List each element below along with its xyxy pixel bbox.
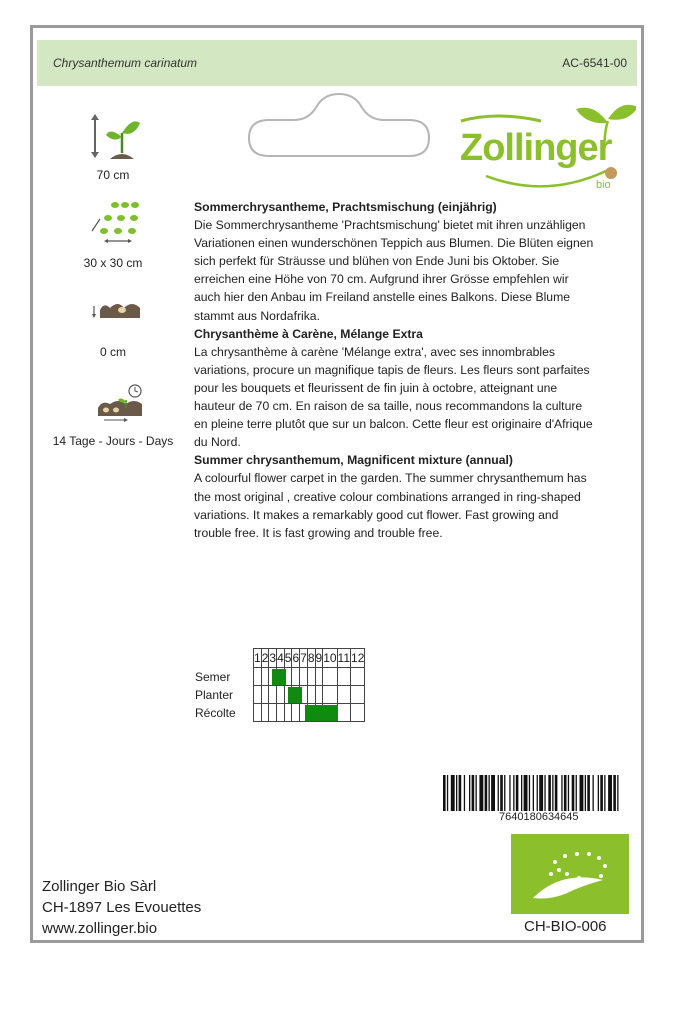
eu-organic-leaf-icon xyxy=(511,834,629,914)
barcode-stripe xyxy=(544,775,545,811)
barcode-stripe xyxy=(459,775,462,811)
description-title-de: Sommerchrysantheme, Prachtsmischung (einjährig) xyxy=(194,200,497,214)
barcode-stripe xyxy=(539,775,543,811)
barcode-stripe xyxy=(456,775,457,811)
barcode-stripe xyxy=(469,775,470,811)
calendar-row-labels xyxy=(195,668,236,722)
header-bar xyxy=(37,40,637,86)
sowing-depth-icon xyxy=(88,296,148,326)
plant-spacing-icon xyxy=(88,199,148,253)
zollinger-logo xyxy=(456,101,636,201)
row-label-semer: Semer xyxy=(195,670,231,684)
germination-label: 14 Tage - Jours - Days xyxy=(52,434,174,448)
barcode-stripe xyxy=(491,775,495,811)
barcode-stripe xyxy=(548,775,551,811)
barcode-stripe xyxy=(479,775,483,811)
barcode-icon xyxy=(441,773,621,813)
barcode-stripe xyxy=(485,775,488,811)
month-12: 12 xyxy=(351,649,365,668)
description-title-fr: Chrysanthème à Carène, Mélange Extra xyxy=(194,326,423,341)
barcode-stripe xyxy=(572,775,575,811)
barcode-stripe xyxy=(576,775,577,811)
barcode-stripe xyxy=(489,775,490,811)
month-5: 5 xyxy=(284,649,292,668)
calendar-month-row xyxy=(254,649,365,668)
month-6: 6 xyxy=(292,649,300,668)
barcode-stripe xyxy=(580,775,584,811)
barcode-stripe xyxy=(451,775,455,811)
barcode-stripe xyxy=(598,775,599,811)
barcode-stripe xyxy=(585,775,586,811)
month-11: 11 xyxy=(337,649,350,668)
barcode-stripe xyxy=(472,775,475,811)
barcode-stripe xyxy=(613,775,616,811)
barcode-stripe xyxy=(524,775,528,811)
species-name: Chrysanthemum carinatum xyxy=(53,56,198,70)
eu-organic-logo xyxy=(511,834,629,914)
calendar-bar-1 xyxy=(272,669,286,685)
barcode-stripe xyxy=(464,775,465,811)
company-address xyxy=(42,876,201,939)
calendar-bar-2 xyxy=(288,687,302,703)
barcode-stripe xyxy=(568,775,569,811)
barcode-stripe xyxy=(498,775,499,811)
barcode-stripe xyxy=(537,775,538,811)
calendar-row-semer xyxy=(254,668,365,686)
spacing-label: 30 x 30 cm xyxy=(83,256,143,270)
month-9: 9 xyxy=(315,649,323,668)
barcode-stripe xyxy=(600,775,603,811)
month-4: 4 xyxy=(277,649,285,668)
barcode-stripe xyxy=(476,775,477,811)
barcode-stripe xyxy=(447,775,448,811)
barcode-stripe xyxy=(504,775,505,811)
month-7: 7 xyxy=(300,649,308,668)
barcode-stripe xyxy=(555,775,558,811)
barcode-stripe xyxy=(529,775,530,811)
description-body-de: Die Sommerchrysantheme 'Prachtsmischung' bietet mit ihren unzähligen Variationen einen wunderschönen Teppich aus Blumen. Die Blüten eignen sich perfekt für Sträusse und blühen von Ende Juni bis Oktober. Sie erreichen eine Höhe von 70 cm. Aufgrund ihrer Grösse empfehlen wir auch hier den Anbau im Freiland anstelle eines Balkons. Diese Blume stammt aus Nordafrika. xyxy=(194,218,594,323)
germination-time-icon xyxy=(88,382,148,422)
row-label-recolte: Récolte xyxy=(195,706,236,720)
month-1: 1 xyxy=(254,649,262,668)
company-name: Zollinger Bio Sàrl xyxy=(42,878,157,895)
calendar-bar-3 xyxy=(305,705,337,721)
description-body-en: A colourful flower carpet in the garden. The summer chrysanthemum has the most original , creative colour combinations arranged in ring-shaped variations. It makes a remarkably good cut flower. Fast growing and trouble free. It is fast growing and trouble free. xyxy=(194,471,587,540)
barcode-stripe xyxy=(513,775,514,811)
description-body-fr: La chrysanthème à carène 'Mélange extra', avec ses innombrables variations, procure un magnifique tapis de fleurs. Les fleurs sont parfaites pour les bouquets et fleurissent de fin juin à octobre, atteignant une hauteur de 70 cm. En raison de sa taille, nous recommandons la culture en pleine terre plutôt que sur un balcon. Cette fleur est originaire d'Afrique du Nord. xyxy=(194,344,593,450)
barcode-stripe xyxy=(564,775,567,811)
barcode-stripe xyxy=(516,775,519,811)
barcode-stripe xyxy=(509,775,510,811)
month-2: 2 xyxy=(261,649,269,668)
month-10: 10 xyxy=(323,649,337,668)
height-label: 70 cm xyxy=(96,168,130,182)
calendar-row-planter xyxy=(254,686,365,704)
logo-brand: Zollinger xyxy=(460,127,612,169)
row-label-planter: Planter xyxy=(195,688,234,702)
description-title-en: Summer chrysanthemum, Magnificent mixture (annual) xyxy=(194,453,513,468)
company-location: CH-1897 Les Evouettes xyxy=(42,899,202,916)
barcode-stripe xyxy=(443,775,446,811)
seed-packet-back xyxy=(30,25,644,943)
logo-sub: bio xyxy=(596,179,611,191)
barcode-stripe xyxy=(561,775,562,811)
seedling-height-icon xyxy=(88,111,148,161)
article-code: AC-6541-00 xyxy=(562,56,627,70)
month-8: 8 xyxy=(307,649,315,668)
certification-code: CH-BIO-006 xyxy=(524,918,607,935)
barcode-stripe xyxy=(521,775,522,811)
barcode-stripe xyxy=(593,775,594,811)
barcode-stripe xyxy=(533,775,534,811)
window-cutout xyxy=(239,90,439,158)
barcode-stripe xyxy=(500,775,503,811)
depth-label: 0 cm xyxy=(99,345,126,359)
description-block xyxy=(194,198,594,542)
barcode-number: 7640180634645 xyxy=(499,811,579,823)
company-website[interactable]: www.zollinger.bio xyxy=(42,920,158,937)
barcode-stripe xyxy=(604,775,605,811)
barcode-stripe xyxy=(587,775,590,811)
month-3: 3 xyxy=(269,649,277,668)
barcode-stripe xyxy=(608,775,612,811)
barcode-stripe xyxy=(552,775,553,811)
barcode-stripe xyxy=(617,775,618,811)
